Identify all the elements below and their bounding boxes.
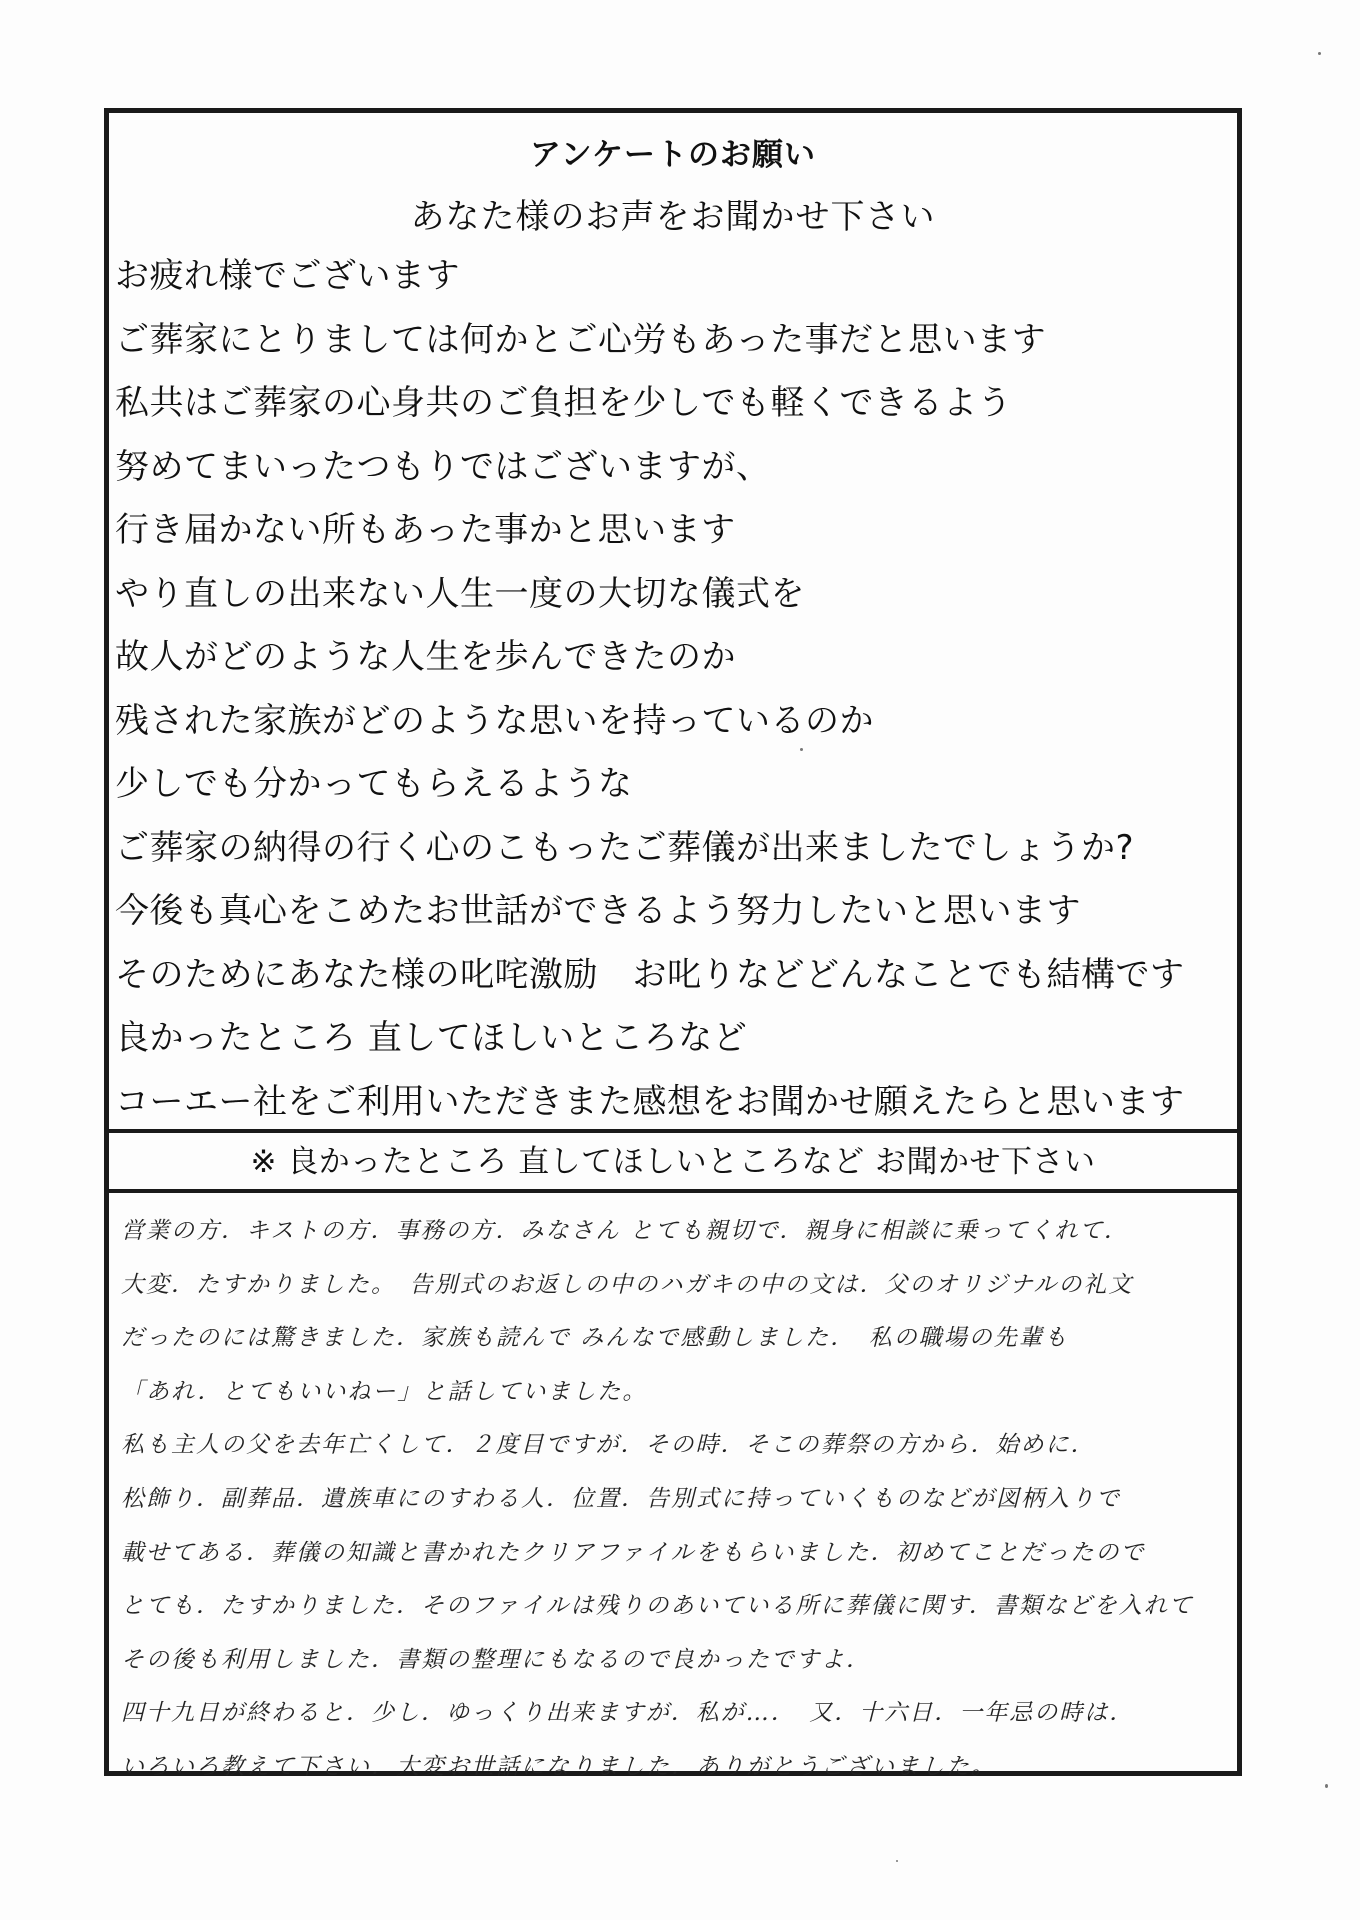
intro-line: 行き届かない所もあった事かと思います — [115, 510, 736, 550]
intro-line: ご葬家にとりましては何かとご心労もあった事だと思います — [115, 319, 1047, 360]
intro-line: 今後も真心をこめたお世話ができるよう努力したいと思います — [115, 891, 1081, 931]
scan-speck — [1325, 1784, 1328, 1788]
intro-line: 良かったところ 直してほしいところなど — [115, 1018, 748, 1058]
intro-line: 努めてまいったつもりではございますが、 — [115, 446, 771, 487]
intro-message — [115, 245, 1235, 1134]
handwritten-line: 「あれ．とてもいいねー」と話していました。 — [121, 1378, 648, 1405]
handwritten-line: 四十九日が終わると．少し．ゆっくり出来ますが．私が…． 又．十六日．一年忌の時は． — [121, 1700, 1135, 1727]
scan-speck — [896, 1860, 898, 1862]
intro-line: そのためにあなた様の叱咤激励 お叱りなどどんなことでも結構です — [115, 954, 1185, 995]
handwritten-line: 大変．たすかりました。 告別式のお返しの中のハガキの中の文は．父のオリジナルの礼文 — [121, 1271, 1134, 1298]
intro-line: やり直しの出来ない人生一度の大切な儀式を — [115, 573, 805, 614]
handwritten-line: 私も主人の父を去年亡くして．２度目ですが．その時．そこの葬祭の方から．始めに． — [121, 1432, 1096, 1459]
intro-line: 残された家族がどのような思いを持っているのか — [115, 700, 874, 741]
section-divider-bottom — [109, 1189, 1237, 1193]
section-divider-top — [109, 1129, 1237, 1133]
handwritten-line: 営業の方．キストの方．事務の方．みなさん とても親切で．親身に相談に乗ってくれて． — [121, 1218, 1129, 1244]
intro-line: 少しでも分かってもらえるような — [115, 764, 633, 804]
form-title: アンケートのお願い — [529, 137, 817, 173]
intro-line: コーエー社をご利用いただきまた感想をお聞かせ願えたらと思います — [115, 1081, 1185, 1122]
handwritten-line: だったのには驚きました．家族も読んで みんなで感動しました． 私の職場の先輩も — [121, 1325, 1069, 1352]
handwritten-comment — [121, 1205, 1233, 1795]
handwritten-line: 載せてある．葬儀の知識と書かれたクリアファイルをもらいました．初めてことだったので — [121, 1539, 1146, 1566]
form-subtitle: あなた様のお声をお聞かせ下さい — [410, 197, 936, 237]
handwritten-line: その後も利用しました．書類の整理にもなるので良かったですよ． — [121, 1646, 871, 1673]
scan-speck — [1318, 52, 1321, 55]
intro-line: 私共はご葬家の心身共のご負担を少しでも軽くできるよう — [115, 383, 1012, 423]
handwritten-line: 松飾り．副葬品．遺族車にのすわる人．位置．告別式に持っていくものなどが図柄入りで — [121, 1485, 1121, 1512]
intro-line: ご葬家の納得の行く心のこもったご葬儀が出来ましたでしょうか? — [115, 827, 1135, 868]
scan-speck — [800, 748, 803, 751]
handwritten-line: とても．たすかりました．そのファイルは残りのあいている所に葬儀に関す．書類などを入れて — [121, 1593, 1194, 1620]
survey-form-frame — [104, 108, 1242, 1780]
intro-line: お疲れ様でございます — [115, 256, 460, 296]
comment-section-header: ※ 良かったところ 直してほしいところなど お聞かせ下さい — [250, 1144, 1096, 1180]
handwritten-line: いろいろ教えて下さい．大変お世話になりました．ありがとうございました。 — [121, 1753, 996, 1780]
intro-line: 故人がどのような人生を歩んできたのか — [115, 637, 736, 677]
